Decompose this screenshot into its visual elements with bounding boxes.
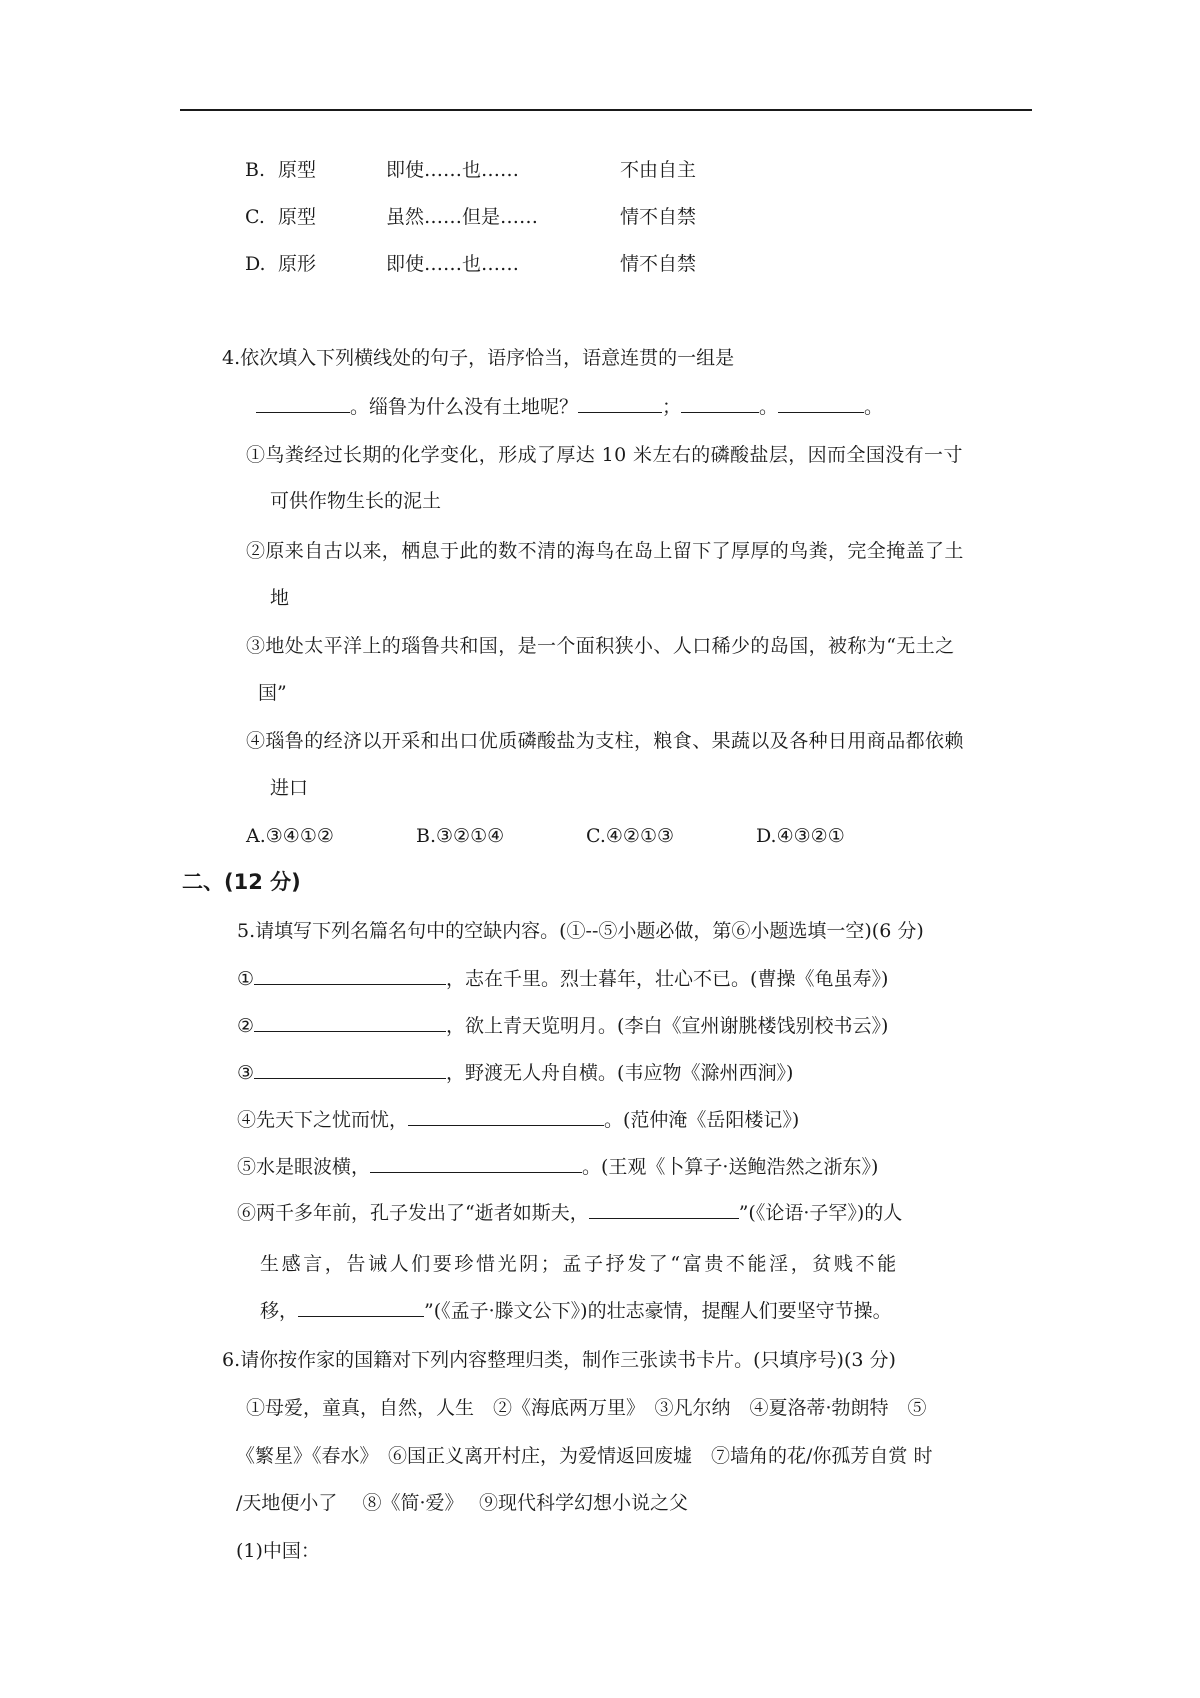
option-word: 原型: [278, 206, 317, 228]
choice-d[interactable]: D.④③②①: [756, 825, 845, 847]
fill-blank[interactable]: [578, 394, 662, 413]
q5-pre: ②: [237, 1015, 255, 1037]
q5-pre: ①: [237, 968, 255, 990]
choice-a[interactable]: A.③④①②: [246, 825, 334, 847]
q4-item: ④瑙鲁的经济以开采和出口优质磷酸盐为支柱，粮食、果蔬以及各种日用商品都依赖: [246, 730, 964, 752]
header-rule: [180, 109, 1032, 111]
q4-item: ③地处太平洋上的瑙鲁共和国，是一个面积狭小、人口稀少的岛国，被称为“无土之: [246, 635, 955, 657]
q5-line: [237, 965, 888, 993]
q5-line: [237, 1153, 878, 1181]
q4-item-cont: 可供作物生长的泥土: [270, 490, 442, 512]
q4-sep: 。: [864, 396, 884, 418]
q5-line: [237, 1106, 799, 1134]
fill-blank[interactable]: [408, 1107, 604, 1126]
q6-line: 《繁星》《春水》 ⑥国正义离开村庄，为爱情返回废墟 ⑦墙角的花/你孤芳自赏 时: [236, 1445, 933, 1467]
fill-blank[interactable]: [298, 1298, 424, 1317]
q4-item: ②原来自古以来，栖息于此的数不清的海鸟在岛上留下了厚厚的鸟粪，完全掩盖了土: [246, 540, 964, 562]
fill-blank[interactable]: [370, 1154, 582, 1173]
option-label: B.: [245, 159, 266, 181]
option-idiom: 情不自禁: [620, 206, 697, 228]
q4-item-cont: 进口: [270, 777, 309, 799]
option-idiom: 不由自主: [620, 159, 697, 181]
q4-item-cont: 国”: [258, 682, 287, 704]
fill-blank[interactable]: [254, 966, 446, 985]
fill-blank[interactable]: [256, 394, 350, 413]
q5-post: ，志在千里。烈士暮年，壮心不已。(曹操《龟虽寿》): [446, 968, 889, 990]
q6-stem: 6.请你按作家的国籍对下列内容整理归类，制作三张读书卡片。(只填序号)(3 分): [222, 1349, 896, 1371]
section-title: 二、(12 分): [182, 870, 301, 894]
q4-item-cont: 地: [270, 587, 290, 609]
fill-blank[interactable]: [681, 394, 759, 413]
q5-item6-text: ”(《孟子·滕文公下》)的壮志豪情，提醒人们要坚守节操。: [424, 1300, 892, 1322]
fill-blank[interactable]: [589, 1200, 739, 1219]
option-label: C.: [245, 206, 265, 228]
choice-c[interactable]: C.④②①③: [586, 825, 675, 847]
q4-item: ①鸟粪经过长期的化学变化，形成了厚达 10 米左右的磷酸盐层，因而全国没有一寸: [246, 444, 963, 466]
choice-b[interactable]: B.③②①④: [416, 825, 505, 847]
q4-blank-line: [256, 393, 883, 421]
option-label: D.: [245, 253, 266, 275]
option-conj: 即使……也……: [386, 253, 520, 275]
fill-blank[interactable]: [254, 1060, 446, 1079]
q5-item6-text: 移，: [260, 1300, 299, 1322]
q4-sep: 。: [759, 396, 779, 418]
q5-item6-line1: [237, 1199, 902, 1227]
q6-line: ①母爱，童真，自然，人生 ②《海底两万里》 ③凡尔纳 ④夏洛蒂·勃朗特 ⑤: [246, 1397, 927, 1419]
q6-line: /天地便小了 ⑧《简·爱》 ⑨现代科学幻想小说之父: [236, 1492, 689, 1514]
option-conj: 虽然……但是……: [386, 206, 539, 228]
q4-sep: ；: [662, 396, 682, 418]
option-conj: 即使……也……: [386, 159, 520, 181]
q5-stem: 5.请填写下列名篇名句中的空缺内容。(①--⑤小题必做，第⑥小题选填一空)(6 分): [237, 920, 924, 942]
fill-blank[interactable]: [778, 394, 864, 413]
q5-item6-text: ⑥两千多年前，孔子发出了“逝者如斯夫，: [237, 1202, 589, 1224]
option-idiom: 情不自禁: [620, 253, 697, 275]
option-word: 原型: [278, 159, 317, 181]
fill-blank[interactable]: [254, 1013, 446, 1032]
q4-stem: 4.依次填入下列横线处的句子，语序恰当，语意连贯的一组是: [222, 347, 735, 369]
q5-post: 。(范仲淹《岳阳楼记》): [604, 1109, 800, 1131]
q5-pre: ③: [237, 1062, 255, 1084]
q4-blank-text: 。缁鲁为什么没有土地呢？: [350, 396, 579, 418]
q5-post: ，欲上青天览明月。(李白《宣州谢朓楼饯别校书云》): [446, 1015, 889, 1037]
q5-pre: ④先天下之忧而忧，: [237, 1109, 409, 1131]
q5-pre: ⑤水是眼波横，: [237, 1156, 371, 1178]
q5-line: [237, 1059, 793, 1087]
q5-item6-line2: 生感言，告诫人们要珍惜光阴；孟子抒发了“富贵不能淫，贫贱不能: [260, 1253, 899, 1275]
q5-item6-text: ”(《论语·子罕》)的人: [738, 1202, 903, 1224]
q5-post: ，野渡无人舟自横。(韦应物《滁州西涧》): [446, 1062, 794, 1084]
q5-post: 。(王观《卜算子·送鲍浩然之浙东》): [582, 1156, 879, 1178]
q5-item6-line3: [260, 1297, 892, 1325]
q6-subquestion: (1)中国：: [236, 1540, 320, 1562]
q5-line: [237, 1012, 888, 1040]
option-word: 原形: [278, 253, 317, 275]
